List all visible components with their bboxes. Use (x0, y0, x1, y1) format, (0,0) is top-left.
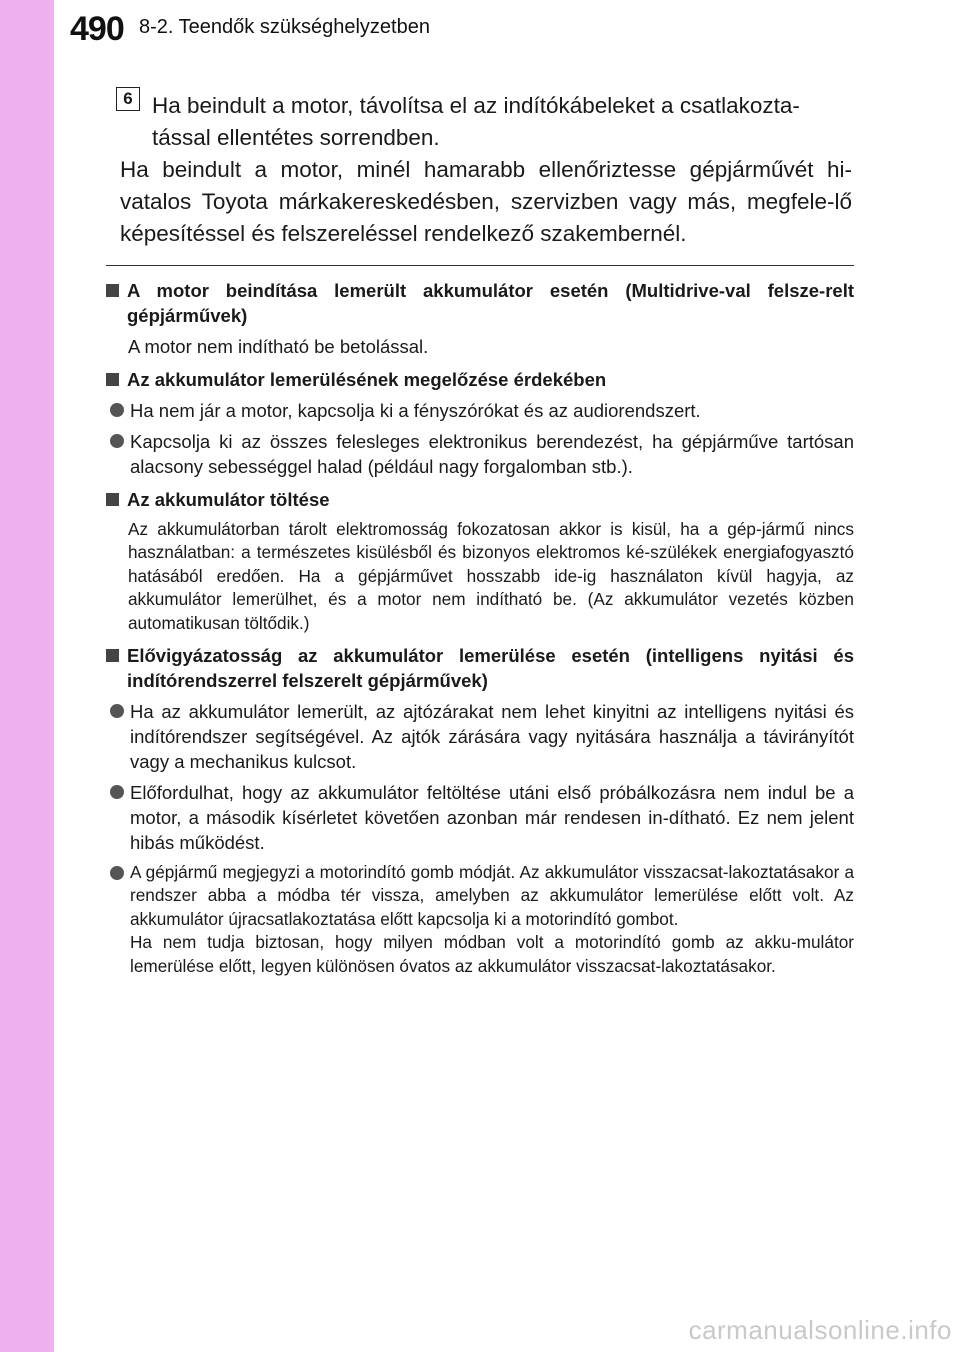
chapter-side-tab (0, 0, 54, 1352)
note-heading (106, 487, 854, 512)
list-item (110, 780, 854, 855)
list-item (110, 429, 854, 479)
list-item-text-part: A gépjármű megjegyzi a motorindító gomb módját. Az akkumulátor visszacsat-lakoztatásakor a rendszer abba a módba tér vissza, amelyben az akkumulátor lemerülése előtt volt. Az akkumulátor újracsatlakoztatása előtt kapcsolja ki a motorindító gombot. (130, 862, 854, 929)
list-item-text: Előfordulhat, hogy az akkumulátor feltöltése utáni első próbálkozásra nem indul be a motor, a második kísérletet követően azonban már rendesen in-dítható. Ez nem jelent hibás működést. (130, 782, 854, 854)
watermark-text: carmanualsonline.info (688, 1315, 952, 1345)
note-heading (106, 643, 854, 693)
list-item (110, 398, 854, 423)
square-bullet-icon (106, 493, 119, 506)
note-heading-text: Az akkumulátor lemerülésének megelőzése érdekében (127, 369, 607, 390)
square-bullet-icon (106, 373, 119, 386)
list-item-text: Kapcsolja ki az összes felesleges elektronikus berendezést, ha gépjárműve tartósan alacsony sebességgel halad (például nagy forgalomban stb.). (130, 431, 854, 477)
note-heading (106, 278, 854, 328)
note-heading-text: Elővigyázatosság az akkumulátor lemerülése esetén (intelligens nyitási és indítórendszerrel felszerelt gépjárművek) (127, 645, 854, 692)
note-heading-text: A motor beindítása lemerült akkumulátor esetén (Multidrive-val felsze-relt gépjárművek) (127, 280, 854, 326)
list-item (110, 699, 854, 774)
list-item-text (130, 861, 854, 978)
step-number-box: 6 (116, 87, 140, 111)
list-item (110, 861, 854, 978)
note-heading (106, 367, 854, 392)
page-number: 490 (70, 10, 124, 48)
square-bullet-icon (106, 284, 119, 297)
square-bullet-icon (106, 649, 119, 662)
section-title: 8-2. Teendők szükséghelyzetben (139, 16, 430, 38)
body-paragraph: Ha beindult a motor, minél hamarabb ellenőriztesse gépjárművét hi-vatalos Toyota márkakereskedésben, szervizben vagy más, megfele-lő képesítéssel és felszereléssel rendelkező szakembernél. (120, 157, 852, 246)
note-body: A motor nem indítható be betolással. (128, 336, 429, 357)
note-body: Az akkumulátorban tárolt elektromosság fokozatosan akkor is kisül, ha a gép-jármű nincs használatban: a természetes kisülésből és bizonyos elektromos ké-szülékek energiafogyasztó hatásából eredően. Ha a gépjárművet hosszabb ide-ig használaton kívül hagyja, az akkumulátor lemerülhet, és a motor nem indítható be. (Az akkumulátor vezetés közben automatikusan töltődik.) (128, 519, 854, 633)
list-item-text: Ha az akkumulátor lemerült, az ajtózárakat nem lehet kinyitni az intelligens nyitási és indítórendszer segítségével. Az ajtók zárására vagy nyitására használja a távirányítót vagy a mechanikus kulcsot. (130, 701, 854, 773)
notes-section (106, 278, 854, 984)
circle-bullet-icon (110, 785, 124, 799)
circle-bullet-icon (110, 434, 124, 448)
step-text-line2: tással ellentétes sorrendben. (152, 125, 440, 150)
note-heading-text: Az akkumulátor töltése (127, 489, 330, 510)
list-item-text: Ha nem jár a motor, kapcsolja ki a fényszórókat és az audiorendszert. (130, 400, 701, 421)
section-divider (106, 265, 854, 266)
step-text-line1: Ha beindult a motor, távolítsa el az indítókábeleket a csatlakozta- (152, 93, 800, 118)
circle-bullet-icon (110, 704, 124, 718)
circle-bullet-icon (110, 403, 124, 417)
circle-bullet-icon (110, 866, 124, 880)
list-item-text-part: Ha nem tudja biztosan, hogy milyen módban volt a motorindító gomb az akku-mulátor lemerülése előtt, legyen különösen óvatos az akkumulátor visszacsat-lakoztatásakor. (130, 932, 854, 976)
